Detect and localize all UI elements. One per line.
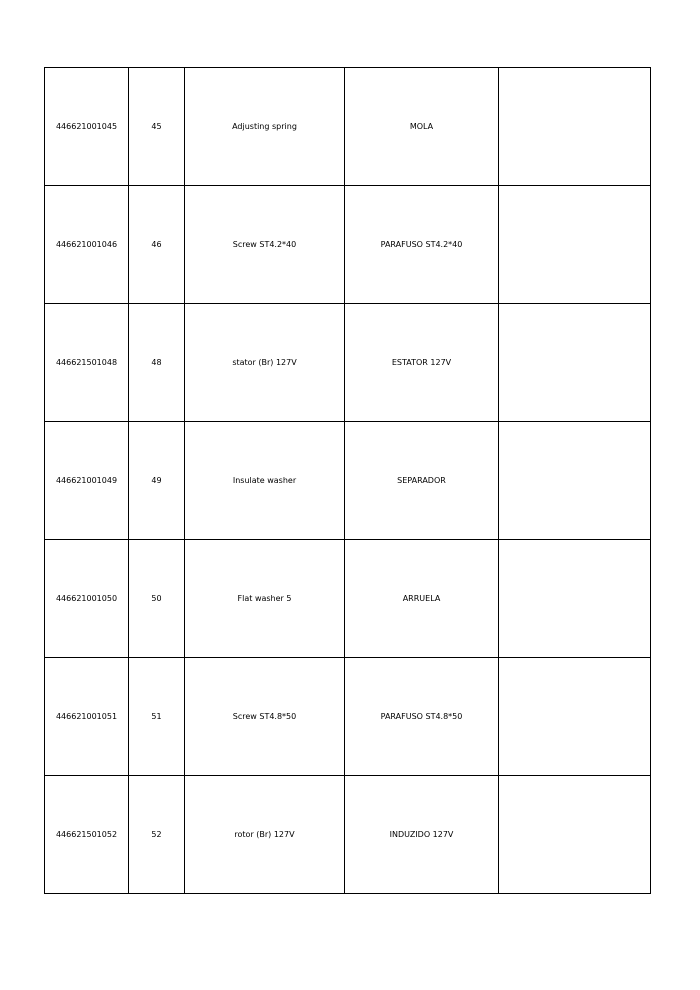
description-pt-cell: PARAFUSO ST4.2*40	[345, 186, 499, 304]
description-en-cell: Screw ST4.8*50	[185, 658, 345, 776]
part-code-cell: 446621001045	[45, 68, 129, 186]
description-en-cell: Adjusting spring	[185, 68, 345, 186]
table-row	[45, 422, 651, 540]
description-en-cell: Flat washer 5	[185, 540, 345, 658]
description-pt-cell: ARRUELA	[345, 540, 499, 658]
part-code-cell: 446621501048	[45, 304, 129, 422]
description-en-cell: Insulate washer	[185, 422, 345, 540]
part-code-cell: 446621001046	[45, 186, 129, 304]
table-row	[45, 776, 651, 894]
position-cell: 52	[129, 776, 185, 894]
table-row	[45, 540, 651, 658]
position-cell: 45	[129, 68, 185, 186]
table-row	[45, 68, 651, 186]
description-pt-cell: MOLA	[345, 68, 499, 186]
part-code-cell: 446621001049	[45, 422, 129, 540]
notes-cell	[499, 68, 651, 186]
parts-table	[44, 67, 651, 894]
notes-cell	[499, 540, 651, 658]
position-cell: 51	[129, 658, 185, 776]
description-en-cell: stator (Br) 127V	[185, 304, 345, 422]
part-code-cell: 446621001051	[45, 658, 129, 776]
notes-cell	[499, 186, 651, 304]
part-code-cell: 446621501052	[45, 776, 129, 894]
table-row	[45, 304, 651, 422]
notes-cell	[499, 776, 651, 894]
notes-cell	[499, 304, 651, 422]
notes-cell	[499, 658, 651, 776]
table-row	[45, 186, 651, 304]
position-cell: 50	[129, 540, 185, 658]
notes-cell	[499, 422, 651, 540]
position-cell: 49	[129, 422, 185, 540]
description-en-cell: rotor (Br) 127V	[185, 776, 345, 894]
position-cell: 46	[129, 186, 185, 304]
description-pt-cell: SEPARADOR	[345, 422, 499, 540]
description-pt-cell: ESTATOR 127V	[345, 304, 499, 422]
table-row	[45, 658, 651, 776]
description-en-cell: Screw ST4.2*40	[185, 186, 345, 304]
description-pt-cell: PARAFUSO ST4.8*50	[345, 658, 499, 776]
part-code-cell: 446621001050	[45, 540, 129, 658]
position-cell: 48	[129, 304, 185, 422]
description-pt-cell: INDUZIDO 127V	[345, 776, 499, 894]
